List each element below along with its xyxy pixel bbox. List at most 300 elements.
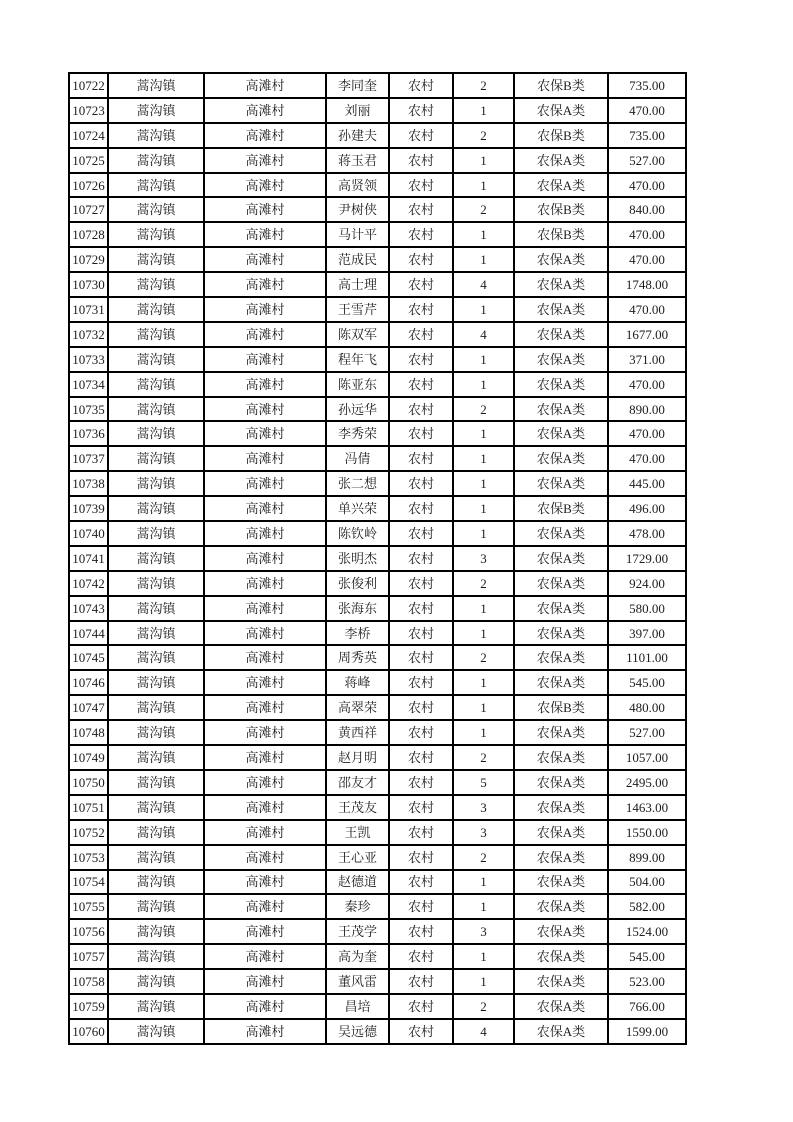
cell-village: 高滩村 — [204, 322, 326, 347]
cell-person-count: 4 — [453, 1019, 514, 1044]
cell-village: 高滩村 — [204, 446, 326, 471]
cell-village: 高滩村 — [204, 870, 326, 895]
cell-person-name: 陈双军 — [326, 322, 389, 347]
cell-amount: 1463.00 — [608, 795, 686, 820]
cell-serial-number: 10749 — [69, 745, 108, 770]
cell-household-type: 农村 — [389, 546, 453, 571]
cell-household-type: 农村 — [389, 870, 453, 895]
cell-person-name: 昌培 — [326, 994, 389, 1019]
cell-insurance-category: 农保A类 — [514, 645, 608, 670]
cell-village: 高滩村 — [204, 173, 326, 198]
table-row — [69, 845, 686, 870]
cell-serial-number: 10754 — [69, 870, 108, 895]
cell-village: 高滩村 — [204, 98, 326, 123]
cell-serial-number: 10740 — [69, 521, 108, 546]
cell-serial-number: 10733 — [69, 347, 108, 372]
cell-amount: 924.00 — [608, 571, 686, 596]
cell-person-name: 马计平 — [326, 222, 389, 247]
cell-village: 高滩村 — [204, 596, 326, 621]
cell-town: 蒿沟镇 — [108, 546, 204, 571]
cell-household-type: 农村 — [389, 571, 453, 596]
cell-town: 蒿沟镇 — [108, 845, 204, 870]
cell-amount: 2495.00 — [608, 770, 686, 795]
table-row — [69, 770, 686, 795]
cell-household-type: 农村 — [389, 496, 453, 521]
cell-person-name: 陈钦岭 — [326, 521, 389, 546]
cell-person-count: 1 — [453, 421, 514, 446]
cell-person-count: 1 — [453, 372, 514, 397]
cell-village: 高滩村 — [204, 148, 326, 173]
cell-serial-number: 10745 — [69, 645, 108, 670]
cell-household-type: 农村 — [389, 222, 453, 247]
cell-serial-number: 10756 — [69, 919, 108, 944]
cell-person-count: 1 — [453, 98, 514, 123]
cell-serial-number: 10728 — [69, 222, 108, 247]
cell-village: 高滩村 — [204, 73, 326, 98]
cell-person-name: 孙远华 — [326, 397, 389, 422]
cell-household-type: 农村 — [389, 695, 453, 720]
cell-person-count: 1 — [453, 596, 514, 621]
cell-town: 蒿沟镇 — [108, 347, 204, 372]
table-row — [69, 720, 686, 745]
cell-town: 蒿沟镇 — [108, 820, 204, 845]
cell-amount: 527.00 — [608, 148, 686, 173]
cell-person-count: 2 — [453, 645, 514, 670]
cell-person-name: 王凯 — [326, 820, 389, 845]
cell-household-type: 农村 — [389, 98, 453, 123]
cell-household-type: 农村 — [389, 297, 453, 322]
cell-amount: 470.00 — [608, 421, 686, 446]
cell-town: 蒿沟镇 — [108, 795, 204, 820]
table-row — [69, 621, 686, 646]
cell-person-name: 高贤领 — [326, 173, 389, 198]
table-row — [69, 446, 686, 471]
cell-amount: 523.00 — [608, 969, 686, 994]
cell-serial-number: 10738 — [69, 471, 108, 496]
payment-table — [68, 72, 687, 1045]
cell-household-type: 农村 — [389, 1019, 453, 1044]
cell-village: 高滩村 — [204, 969, 326, 994]
table-row — [69, 571, 686, 596]
cell-insurance-category: 农保A类 — [514, 446, 608, 471]
cell-person-count: 1 — [453, 446, 514, 471]
cell-insurance-category: 农保A类 — [514, 397, 608, 422]
cell-village: 高滩村 — [204, 372, 326, 397]
cell-person-count: 1 — [453, 870, 514, 895]
cell-serial-number: 10739 — [69, 496, 108, 521]
table-row — [69, 247, 686, 272]
cell-person-name: 尹树侠 — [326, 197, 389, 222]
cell-town: 蒿沟镇 — [108, 446, 204, 471]
cell-village: 高滩村 — [204, 645, 326, 670]
cell-town: 蒿沟镇 — [108, 870, 204, 895]
cell-town: 蒿沟镇 — [108, 421, 204, 446]
cell-serial-number: 10730 — [69, 272, 108, 297]
cell-person-name: 王雪芹 — [326, 297, 389, 322]
cell-amount: 496.00 — [608, 496, 686, 521]
cell-person-name: 王心亚 — [326, 845, 389, 870]
cell-amount: 470.00 — [608, 372, 686, 397]
table-row — [69, 173, 686, 198]
cell-serial-number: 10725 — [69, 148, 108, 173]
cell-insurance-category: 农保A类 — [514, 596, 608, 621]
cell-insurance-category: 农保A类 — [514, 173, 608, 198]
cell-serial-number: 10732 — [69, 322, 108, 347]
cell-town: 蒿沟镇 — [108, 247, 204, 272]
table-row — [69, 919, 686, 944]
table-row — [69, 297, 686, 322]
table-row — [69, 695, 686, 720]
cell-amount: 735.00 — [608, 123, 686, 148]
cell-serial-number: 10741 — [69, 546, 108, 571]
cell-serial-number: 10723 — [69, 98, 108, 123]
cell-village: 高滩村 — [204, 496, 326, 521]
cell-person-name: 范成民 — [326, 247, 389, 272]
cell-serial-number: 10737 — [69, 446, 108, 471]
table-row — [69, 820, 686, 845]
cell-person-name: 刘丽 — [326, 98, 389, 123]
cell-person-name: 张明杰 — [326, 546, 389, 571]
cell-town: 蒿沟镇 — [108, 695, 204, 720]
cell-town: 蒿沟镇 — [108, 322, 204, 347]
cell-town: 蒿沟镇 — [108, 173, 204, 198]
cell-serial-number: 10729 — [69, 247, 108, 272]
cell-person-name: 高为奎 — [326, 944, 389, 969]
cell-household-type: 农村 — [389, 621, 453, 646]
cell-amount: 1057.00 — [608, 745, 686, 770]
cell-serial-number: 10759 — [69, 994, 108, 1019]
cell-town: 蒿沟镇 — [108, 272, 204, 297]
table-row — [69, 197, 686, 222]
cell-household-type: 农村 — [389, 272, 453, 297]
cell-insurance-category: 农保A类 — [514, 720, 608, 745]
cell-amount: 890.00 — [608, 397, 686, 422]
table-row — [69, 397, 686, 422]
cell-town: 蒿沟镇 — [108, 894, 204, 919]
cell-serial-number: 10724 — [69, 123, 108, 148]
cell-town: 蒿沟镇 — [108, 397, 204, 422]
cell-person-name: 张海东 — [326, 596, 389, 621]
cell-serial-number: 10746 — [69, 670, 108, 695]
cell-amount: 478.00 — [608, 521, 686, 546]
cell-town: 蒿沟镇 — [108, 222, 204, 247]
cell-village: 高滩村 — [204, 421, 326, 446]
cell-household-type: 农村 — [389, 894, 453, 919]
cell-amount: 582.00 — [608, 894, 686, 919]
cell-amount: 470.00 — [608, 173, 686, 198]
table-row — [69, 521, 686, 546]
cell-amount: 397.00 — [608, 621, 686, 646]
cell-serial-number: 10735 — [69, 397, 108, 422]
cell-town: 蒿沟镇 — [108, 670, 204, 695]
cell-village: 高滩村 — [204, 347, 326, 372]
cell-village: 高滩村 — [204, 894, 326, 919]
cell-serial-number: 10744 — [69, 621, 108, 646]
cell-insurance-category: 农保A类 — [514, 471, 608, 496]
cell-insurance-category: 农保A类 — [514, 372, 608, 397]
cell-town: 蒿沟镇 — [108, 770, 204, 795]
cell-insurance-category: 农保A类 — [514, 745, 608, 770]
cell-person-name: 黄西祥 — [326, 720, 389, 745]
cell-household-type: 农村 — [389, 123, 453, 148]
cell-person-name: 张二想 — [326, 471, 389, 496]
cell-person-name: 李秀荣 — [326, 421, 389, 446]
cell-household-type: 农村 — [389, 521, 453, 546]
cell-village: 高滩村 — [204, 297, 326, 322]
cell-person-name: 赵德道 — [326, 870, 389, 895]
cell-household-type: 农村 — [389, 596, 453, 621]
cell-household-type: 农村 — [389, 173, 453, 198]
cell-insurance-category: 农保A类 — [514, 98, 608, 123]
table-row — [69, 596, 686, 621]
cell-amount: 766.00 — [608, 994, 686, 1019]
cell-person-count: 3 — [453, 795, 514, 820]
cell-amount: 1677.00 — [608, 322, 686, 347]
cell-person-count: 2 — [453, 123, 514, 148]
cell-village: 高滩村 — [204, 944, 326, 969]
cell-household-type: 农村 — [389, 770, 453, 795]
table-row — [69, 123, 686, 148]
cell-person-name: 李同奎 — [326, 73, 389, 98]
table-row — [69, 870, 686, 895]
cell-insurance-category: 农保A类 — [514, 297, 608, 322]
cell-person-count: 3 — [453, 546, 514, 571]
cell-insurance-category: 农保A类 — [514, 919, 608, 944]
cell-person-count: 2 — [453, 397, 514, 422]
table-row — [69, 546, 686, 571]
cell-household-type: 农村 — [389, 397, 453, 422]
cell-serial-number: 10722 — [69, 73, 108, 98]
table-row — [69, 148, 686, 173]
cell-serial-number: 10743 — [69, 596, 108, 621]
cell-person-count: 2 — [453, 994, 514, 1019]
table-row — [69, 272, 686, 297]
cell-person-count: 2 — [453, 571, 514, 596]
cell-town: 蒿沟镇 — [108, 521, 204, 546]
cell-village: 高滩村 — [204, 820, 326, 845]
cell-person-count: 1 — [453, 471, 514, 496]
cell-village: 高滩村 — [204, 123, 326, 148]
cell-town: 蒿沟镇 — [108, 496, 204, 521]
table-row — [69, 222, 686, 247]
cell-town: 蒿沟镇 — [108, 994, 204, 1019]
cell-serial-number: 10757 — [69, 944, 108, 969]
cell-serial-number: 10747 — [69, 695, 108, 720]
cell-town: 蒿沟镇 — [108, 645, 204, 670]
cell-person-name: 冯倩 — [326, 446, 389, 471]
cell-serial-number: 10748 — [69, 720, 108, 745]
cell-amount: 480.00 — [608, 695, 686, 720]
table-row — [69, 969, 686, 994]
cell-person-count: 5 — [453, 770, 514, 795]
cell-person-count: 4 — [453, 272, 514, 297]
cell-town: 蒿沟镇 — [108, 197, 204, 222]
cell-person-name: 王茂友 — [326, 795, 389, 820]
cell-person-name: 高士理 — [326, 272, 389, 297]
cell-serial-number: 10734 — [69, 372, 108, 397]
cell-village: 高滩村 — [204, 197, 326, 222]
cell-village: 高滩村 — [204, 695, 326, 720]
cell-amount: 545.00 — [608, 944, 686, 969]
cell-person-name: 邵友才 — [326, 770, 389, 795]
cell-serial-number: 10726 — [69, 173, 108, 198]
table-row — [69, 322, 686, 347]
cell-village: 高滩村 — [204, 471, 326, 496]
table-row — [69, 994, 686, 1019]
cell-insurance-category: 农保B类 — [514, 222, 608, 247]
cell-village: 高滩村 — [204, 670, 326, 695]
cell-amount: 470.00 — [608, 222, 686, 247]
cell-person-name: 孙建夫 — [326, 123, 389, 148]
cell-insurance-category: 农保B类 — [514, 73, 608, 98]
cell-insurance-category: 农保B类 — [514, 695, 608, 720]
cell-serial-number: 10753 — [69, 845, 108, 870]
cell-household-type: 农村 — [389, 795, 453, 820]
cell-serial-number: 10758 — [69, 969, 108, 994]
cell-person-count: 2 — [453, 73, 514, 98]
table-row — [69, 471, 686, 496]
table-row — [69, 944, 686, 969]
cell-village: 高滩村 — [204, 546, 326, 571]
cell-insurance-category: 农保A类 — [514, 571, 608, 596]
cell-amount: 899.00 — [608, 845, 686, 870]
cell-serial-number: 10727 — [69, 197, 108, 222]
cell-insurance-category: 农保B类 — [514, 496, 608, 521]
cell-serial-number: 10751 — [69, 795, 108, 820]
cell-household-type: 农村 — [389, 745, 453, 770]
table-row — [69, 421, 686, 446]
cell-amount: 1748.00 — [608, 272, 686, 297]
cell-village: 高滩村 — [204, 845, 326, 870]
cell-serial-number: 10731 — [69, 297, 108, 322]
table-row — [69, 73, 686, 98]
cell-household-type: 农村 — [389, 845, 453, 870]
cell-household-type: 农村 — [389, 421, 453, 446]
cell-amount: 840.00 — [608, 197, 686, 222]
cell-village: 高滩村 — [204, 397, 326, 422]
cell-person-name: 蒋玉君 — [326, 148, 389, 173]
cell-insurance-category: 农保A类 — [514, 621, 608, 646]
table-row — [69, 496, 686, 521]
cell-insurance-category: 农保A类 — [514, 670, 608, 695]
cell-town: 蒿沟镇 — [108, 471, 204, 496]
table-row — [69, 745, 686, 770]
cell-person-count: 1 — [453, 944, 514, 969]
cell-amount: 1729.00 — [608, 546, 686, 571]
cell-person-name: 赵月明 — [326, 745, 389, 770]
cell-insurance-category: 农保A类 — [514, 347, 608, 372]
cell-village: 高滩村 — [204, 621, 326, 646]
cell-household-type: 农村 — [389, 944, 453, 969]
cell-insurance-category: 农保A类 — [514, 322, 608, 347]
cell-amount: 470.00 — [608, 247, 686, 272]
table-row — [69, 894, 686, 919]
table-row — [69, 670, 686, 695]
cell-household-type: 农村 — [389, 247, 453, 272]
cell-insurance-category: 农保A类 — [514, 894, 608, 919]
cell-amount: 1599.00 — [608, 1019, 686, 1044]
cell-village: 高滩村 — [204, 1019, 326, 1044]
cell-household-type: 农村 — [389, 820, 453, 845]
table-row — [69, 347, 686, 372]
cell-town: 蒿沟镇 — [108, 98, 204, 123]
cell-town: 蒿沟镇 — [108, 571, 204, 596]
cell-village: 高滩村 — [204, 919, 326, 944]
table-row — [69, 645, 686, 670]
cell-insurance-category: 农保A类 — [514, 944, 608, 969]
cell-person-name: 陈亚东 — [326, 372, 389, 397]
cell-town: 蒿沟镇 — [108, 720, 204, 745]
cell-village: 高滩村 — [204, 745, 326, 770]
cell-insurance-category: 农保A类 — [514, 845, 608, 870]
cell-household-type: 农村 — [389, 347, 453, 372]
cell-insurance-category: 农保A类 — [514, 148, 608, 173]
cell-insurance-category: 农保A类 — [514, 969, 608, 994]
cell-insurance-category: 农保A类 — [514, 870, 608, 895]
cell-town: 蒿沟镇 — [108, 297, 204, 322]
cell-amount: 470.00 — [608, 98, 686, 123]
cell-person-count: 1 — [453, 621, 514, 646]
cell-person-name: 高翠荣 — [326, 695, 389, 720]
cell-insurance-category: 农保A类 — [514, 546, 608, 571]
cell-person-count: 1 — [453, 222, 514, 247]
cell-person-name: 单兴荣 — [326, 496, 389, 521]
cell-town: 蒿沟镇 — [108, 372, 204, 397]
cell-household-type: 农村 — [389, 197, 453, 222]
cell-village: 高滩村 — [204, 272, 326, 297]
cell-village: 高滩村 — [204, 770, 326, 795]
cell-household-type: 农村 — [389, 645, 453, 670]
cell-insurance-category: 农保A类 — [514, 247, 608, 272]
cell-person-count: 4 — [453, 322, 514, 347]
cell-amount: 371.00 — [608, 347, 686, 372]
cell-person-count: 1 — [453, 670, 514, 695]
cell-person-count: 1 — [453, 347, 514, 372]
cell-village: 高滩村 — [204, 571, 326, 596]
cell-insurance-category: 农保A类 — [514, 521, 608, 546]
cell-person-name: 王茂学 — [326, 919, 389, 944]
cell-town: 蒿沟镇 — [108, 596, 204, 621]
cell-serial-number: 10736 — [69, 421, 108, 446]
cell-serial-number: 10750 — [69, 770, 108, 795]
cell-person-count: 1 — [453, 496, 514, 521]
cell-insurance-category: 农保B类 — [514, 197, 608, 222]
cell-serial-number: 10752 — [69, 820, 108, 845]
cell-household-type: 农村 — [389, 372, 453, 397]
cell-household-type: 农村 — [389, 322, 453, 347]
cell-household-type: 农村 — [389, 994, 453, 1019]
cell-household-type: 农村 — [389, 471, 453, 496]
cell-person-name: 程年飞 — [326, 347, 389, 372]
cell-insurance-category: 农保A类 — [514, 1019, 608, 1044]
cell-person-count: 2 — [453, 745, 514, 770]
cell-town: 蒿沟镇 — [108, 148, 204, 173]
cell-village: 高滩村 — [204, 521, 326, 546]
table-row — [69, 1019, 686, 1044]
cell-serial-number: 10742 — [69, 571, 108, 596]
cell-village: 高滩村 — [204, 720, 326, 745]
cell-amount: 527.00 — [608, 720, 686, 745]
cell-amount: 1550.00 — [608, 820, 686, 845]
cell-town: 蒿沟镇 — [108, 73, 204, 98]
cell-amount: 1524.00 — [608, 919, 686, 944]
cell-insurance-category: 农保A类 — [514, 820, 608, 845]
cell-person-count: 3 — [453, 919, 514, 944]
cell-town: 蒿沟镇 — [108, 123, 204, 148]
cell-amount: 470.00 — [608, 446, 686, 471]
cell-village: 高滩村 — [204, 247, 326, 272]
cell-person-name: 吴远德 — [326, 1019, 389, 1044]
